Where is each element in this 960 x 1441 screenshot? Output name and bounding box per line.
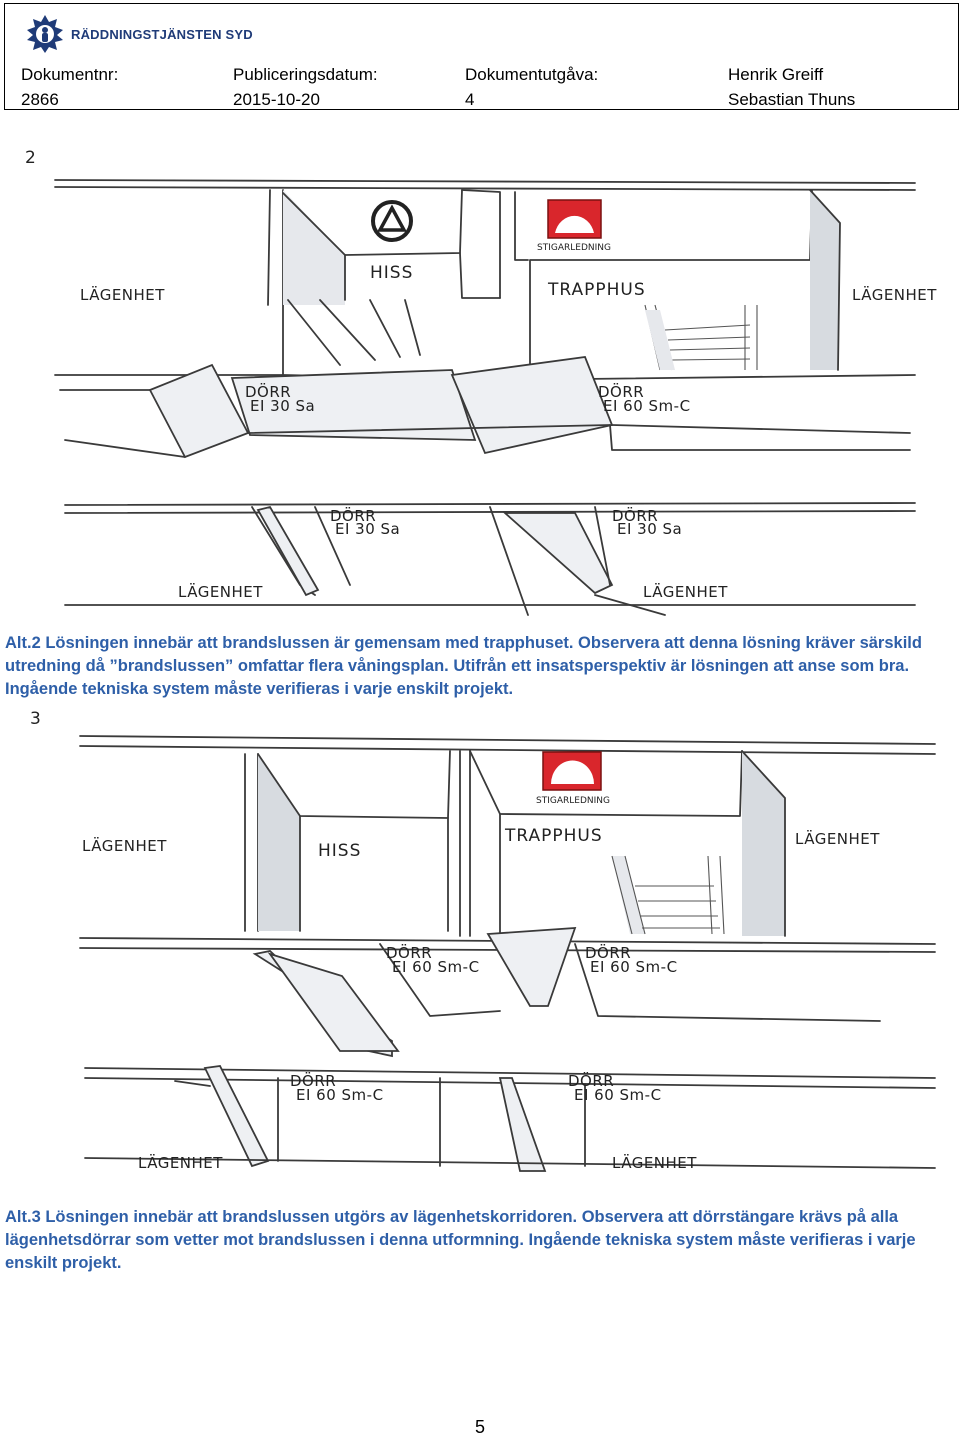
figure-2-number: 2 xyxy=(25,148,37,168)
figure-3-hiss-label: HISS xyxy=(318,841,362,861)
pub-date-value: 2015-10-20 xyxy=(233,90,320,109)
figure-3-lagenhet-right: LÄGENHET xyxy=(795,830,880,848)
figure-3-door-1-title: DÖRR xyxy=(386,944,433,962)
figure-2-door-3-class: EI 30 Sa xyxy=(335,520,401,538)
figure-3-caption-text: Lösningen innebär att brandslussen utgörs av lägenhetskorridoren. Observera att dörrstängare krävs på alla lägenhetsdörrar som vetter mot brandslussen i denna utformning. Ingående tekniska system måste verifieras i varje enskilt projekt. xyxy=(5,1208,916,1272)
figure-3-lagenhet-bottom-right: LÄGENHET xyxy=(612,1154,697,1172)
figure-3-lagenhet-bottom-left: LÄGENHET xyxy=(138,1154,223,1172)
doc-number-cell xyxy=(21,62,118,112)
organization-name: RÄDDNINGSTJÄNSTEN SYD xyxy=(71,26,253,42)
figure-2-door-4-title: DÖRR xyxy=(612,507,659,525)
figure-3-stigarledning: STIGARLEDNING xyxy=(536,796,610,806)
pub-date-label: Publiceringsdatum: xyxy=(233,65,378,84)
figure-2-sketch xyxy=(0,135,960,630)
figure-3-door-2-class: EI 60 Sm-C xyxy=(590,958,678,976)
figure-2-caption-lead: Alt.2 xyxy=(5,634,41,652)
figure-3-door-4-class: EI 60 Sm-C xyxy=(574,1086,662,1104)
document-header xyxy=(4,3,959,110)
figure-3-door-3-class: EI 60 Sm-C xyxy=(296,1086,384,1104)
document-meta xyxy=(5,62,960,112)
figure-3-caption xyxy=(5,1206,957,1275)
figure-2-caption xyxy=(5,632,957,701)
edition-cell xyxy=(465,62,598,112)
author-1: Henrik Greiff xyxy=(728,65,824,84)
figure-2-lagenhet-right: LÄGENHET xyxy=(852,286,937,304)
figure-2-lagenhet-bottom-left: LÄGENHET xyxy=(178,583,263,601)
author-2: Sebastian Thuns xyxy=(728,90,856,109)
figure-3-door-4-title: DÖRR xyxy=(568,1072,615,1090)
page-number: 5 xyxy=(474,1417,485,1437)
figure-2-door-1-class: EI 30 Sa xyxy=(250,397,316,415)
pub-date-cell xyxy=(233,62,378,112)
figure-2-door-1-title: DÖRR xyxy=(245,383,292,401)
figure-3-number: 3 xyxy=(30,709,42,729)
doc-number-value: 2866 xyxy=(21,90,59,109)
figure-2-lagenhet-left: LÄGENHET xyxy=(80,286,165,304)
figure-3-lagenhet-left: LÄGENHET xyxy=(82,837,167,855)
figure-2-lagenhet-bottom-right: LÄGENHET xyxy=(643,583,728,601)
figure-3-door-1-class: EI 60 Sm-C xyxy=(392,958,480,976)
rescue-service-logo-icon xyxy=(25,14,65,54)
edition-value: 4 xyxy=(465,90,475,109)
figure-2-stigarledning: STIGARLEDNING xyxy=(537,243,611,253)
organization-logo xyxy=(25,14,253,54)
doc-number-label: Dokumentnr: xyxy=(21,65,119,84)
figure-2-door-3-title: DÖRR xyxy=(330,507,377,525)
figure-3-door-3-title: DÖRR xyxy=(290,1072,337,1090)
figure-2-door-2-title: DÖRR xyxy=(598,383,645,401)
edition-label: Dokumentutgåva: xyxy=(465,65,599,84)
figure-2-hiss-label: HISS xyxy=(370,263,414,283)
figure-3-sketch xyxy=(0,706,960,1206)
figure-2-door-2-class: EI 60 Sm-C xyxy=(603,397,691,415)
riser-sign-icon xyxy=(548,200,601,238)
figure-3-door-2-title: DÖRR xyxy=(585,944,632,962)
figure-2-caption-text: Lösningen innebär att brandslussen är gemensam med trapphuset. Observera att denna lösning kräver särskild utredning då ”brandslussen” omfattar flera våningsplan. Utifrån ett insatsperspektiv är lösningen att anse som bra. Ingående tekniska system måste verifieras i varje enskilt projekt. xyxy=(5,634,922,698)
riser-sign-icon xyxy=(543,752,601,790)
figure-3-caption-lead: Alt.3 xyxy=(5,1208,41,1226)
figure-2-door-4-class: EI 30 Sa xyxy=(617,520,683,538)
figure-3-trapphus-label: TRAPPHUS xyxy=(505,826,603,846)
figure-2-trapphus-label: TRAPPHUS xyxy=(548,280,646,300)
authors-cell xyxy=(728,62,855,112)
